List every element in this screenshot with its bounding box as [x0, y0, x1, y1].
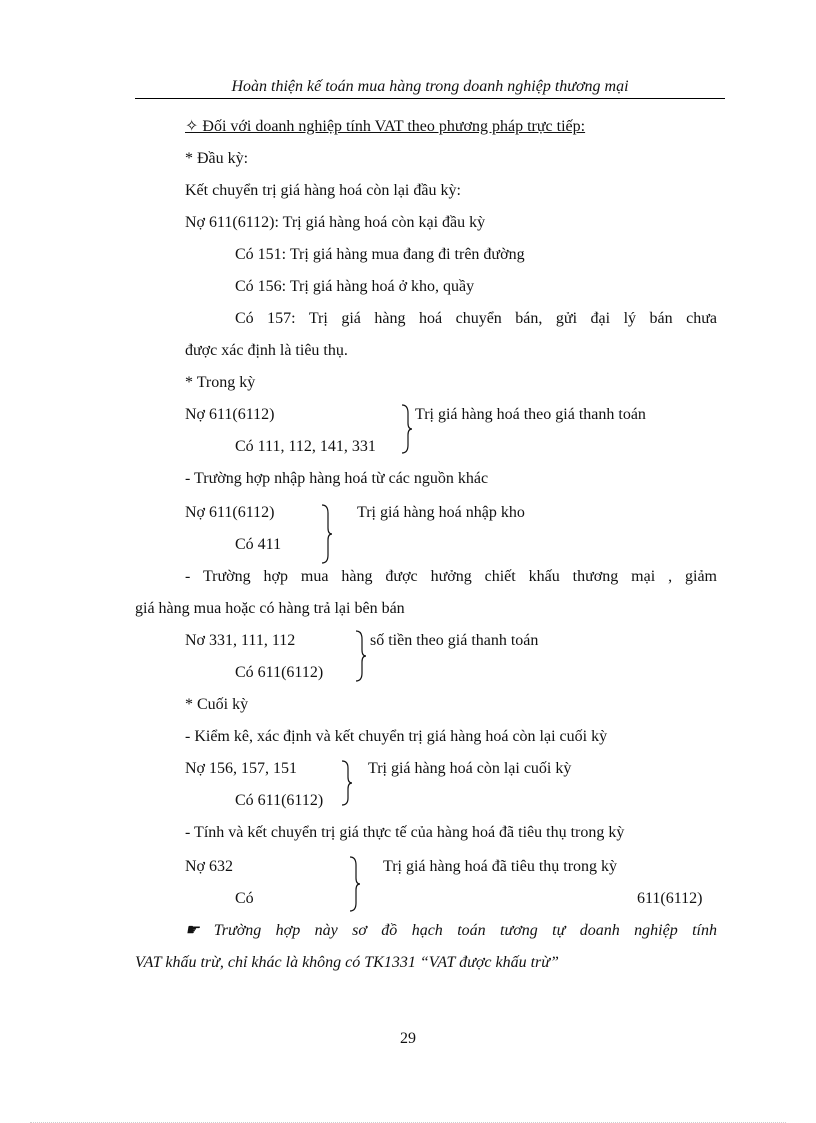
subheading-during-period: * Trong kỳ — [185, 374, 256, 391]
credit-entry: Có 611(6112) — [235, 664, 324, 681]
right-brace — [340, 759, 354, 807]
debit-entry: Nợ 611(6112) — [185, 406, 275, 423]
text-line: - Trường hợp nhập hàng hoá từ các nguồn khác — [185, 470, 489, 487]
entry-description: Trị giá hàng hoá đã tiêu thụ trong kỳ — [383, 858, 618, 875]
note-line: VAT khấu trừ, chỉ khác là không có TK1331 “VAT được khấu trừ” — [135, 954, 559, 971]
entry-description: Trị giá hàng hoá nhập kho — [357, 504, 525, 521]
text-line: - Kiểm kê, xác định và kết chuyển trị giá hàng hoá còn lại cuối kỳ — [185, 728, 608, 745]
text-line: - Trường hợp mua hàng được hưởng chiết khấu thương mại , giảm — [185, 568, 717, 585]
debit-entry: Nơ 331, 111, 112 — [185, 632, 296, 649]
right-brace — [400, 403, 414, 455]
text-line: giá hàng mua hoặc có hàng trả lại bên bán — [135, 600, 405, 617]
credit-entry: Có 151: Trị giá hàng mua đang đi trên đường — [235, 246, 525, 263]
credit-entry: Có 156: Trị giá hàng hoá ở kho, quầy — [235, 278, 475, 295]
debit-entry: Nợ 156, 157, 151 — [185, 760, 298, 777]
right-brace — [354, 629, 368, 683]
entry-description: Trị giá hàng hoá theo giá thanh toán — [415, 406, 646, 423]
text-line: - Tính và kết chuyển trị giá thực tế của hàng hoá đã tiêu thụ trong kỳ — [185, 824, 625, 841]
credit-entry: Có — [235, 890, 254, 907]
subheading-end-period: * Cuối kỳ — [185, 696, 249, 713]
credit-account: 611(6112) — [637, 890, 703, 907]
text-line: Kết chuyển trị giá hàng hoá còn lại đầu kỳ: — [185, 182, 461, 199]
right-brace — [348, 855, 362, 913]
right-brace — [320, 503, 334, 565]
note-line: ☛ Trường hợp này sơ đồ hạch toán tương tự doanh nghiệp tính — [185, 922, 717, 939]
running-header: Hoàn thiện kế toán mua hàng trong doanh nghiệp thương mại — [135, 76, 725, 99]
credit-entry: Có 157: Trị giá hàng hoá chuyển bán, gửi đại lý bán chưa — [235, 310, 717, 327]
credit-entry: Có 611(6112) — [235, 792, 324, 809]
page-number: 29 — [400, 1030, 416, 1047]
debit-entry: Nợ 611(6112): Trị giá hàng hoá còn kại đầu kỳ — [185, 214, 486, 231]
credit-entry: Có 411 — [235, 536, 282, 553]
section-heading: ✧ Đối với doanh nghiệp tính VAT theo phương pháp trực tiếp: — [185, 118, 586, 135]
debit-entry: Nợ 611(6112) — [185, 504, 275, 521]
entry-description: Trị giá hàng hoá còn lại cuối kỳ — [368, 760, 572, 777]
entry-description: số tiền theo giá thanh toán — [370, 632, 539, 649]
text-line: được xác định là tiêu thụ. — [185, 342, 348, 359]
credit-entry: Có 111, 112, 141, 331 — [235, 438, 376, 455]
subheading-start-period: * Đầu kỳ: — [185, 150, 249, 167]
debit-entry: Nợ 632 — [185, 858, 234, 875]
